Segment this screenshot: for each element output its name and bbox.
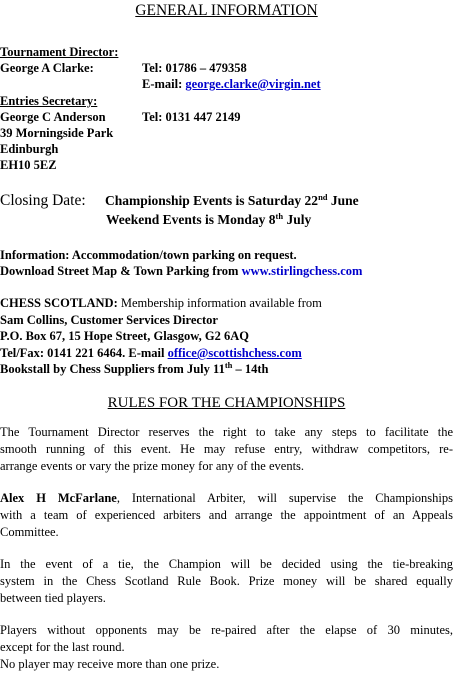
closing-championship [105, 192, 359, 210]
closing-weekend-month: July [283, 212, 312, 227]
arbiter-name: Alex H McFarlane [0, 491, 117, 505]
closing-date-label: Closing Date: [0, 192, 86, 209]
bookstall-sup: th [224, 360, 233, 370]
director-email-label: E-mail: [142, 77, 183, 91]
director-heading: Tournament Director: [0, 45, 119, 59]
closing-championship-text: Championship Events is Saturday 22 [105, 193, 319, 208]
rules-paragraph-2 [0, 490, 453, 541]
page-title: GENERAL INFORMATION [135, 2, 318, 19]
director-email-link[interactable]: george.clarke@virgin.net [185, 77, 321, 91]
information-line: Information: Accommodation/town parking on request. [0, 248, 297, 262]
rules-heading: RULES FOR THE CHAMPIONSHIPS [107, 395, 346, 411]
secretary-postcode: EH10 5EZ [0, 158, 57, 172]
closing-weekend [106, 211, 311, 229]
chess-scotland-line [0, 295, 322, 311]
bookstall-end: – 14th [232, 362, 269, 376]
director-name: George A Clarke: [0, 61, 94, 75]
chess-scotland-tel [0, 345, 302, 361]
rules-p4-line2: except for the last round. [0, 640, 125, 654]
closing-weekend-sup: th [275, 211, 284, 221]
rules-p2-line1 [0, 490, 453, 507]
director-email-row [142, 76, 321, 92]
rules-p2-line1-text: , International Arbiter, will supervise the Championships [116, 491, 453, 505]
bookstall-text: Bookstall by Chess Suppliers from July 11 [0, 362, 225, 376]
rules-p4-line3: No player may receive more than one prize. [0, 657, 220, 671]
rules-p1-line2: smooth running of this event. He may refuse entry, withdraw competitors, re- [0, 442, 453, 456]
rules-p3-line1: In the event of a tie, the Champion will be decided using the tie-breaking [0, 557, 453, 571]
closing-championship-sup: nd [318, 192, 328, 202]
chess-scotland-membership: Membership information available from [117, 296, 322, 310]
chess-scotland-contact: Sam Collins, Customer Services Director [0, 313, 218, 327]
rules-paragraph-1 [0, 424, 453, 475]
download-text: Download Street Map & Town Parking from [0, 264, 242, 278]
rules-p3-line2: system in the Chess Scotland Rule Book. Prize money will be shared equally [0, 574, 453, 588]
closing-championship-month: June [327, 193, 359, 208]
closing-weekend-text: Weekend Events is Monday 8 [106, 212, 276, 227]
download-line [0, 263, 362, 279]
secretary-tel: Tel: 0131 447 2149 [142, 110, 241, 124]
chess-scotland-address: P.O. Box 67, 15 Hope Street, Glasgow, G2 6AQ [0, 329, 249, 343]
rules-p4-line1: Players without opponents may be re-paired after the elapse of 30 minutes, [0, 623, 453, 637]
secretary-heading: Entries Secretary: [0, 94, 98, 108]
rules-paragraph-3 [0, 556, 453, 607]
bookstall-line [0, 361, 269, 377]
stirlingchess-link[interactable]: www.stirlingchess.com [241, 264, 363, 278]
chess-scotland-name: CHESS SCOTLAND: [0, 296, 118, 310]
secretary-address-city: Edinburgh [0, 142, 59, 156]
rules-p2-line2: with a team of experienced arbiters and arrange the appointment of an Appeals [0, 508, 453, 522]
secretary-name: George C Anderson [0, 110, 106, 124]
secretary-address-street: 39 Morningside Park [0, 126, 114, 140]
rules-p2-line3: Committee. [0, 525, 59, 539]
rules-p3-line3: between tied players. [0, 591, 106, 605]
chess-scotland-tel-text: Tel/Fax: 0141 221 6464. E-mail [0, 346, 168, 360]
rules-p1-line3: arrange events or vary the prize money for any of the events. [0, 459, 305, 473]
director-tel: Tel: 01786 – 479358 [142, 61, 247, 75]
rules-paragraph-4 [0, 622, 453, 673]
chess-scotland-email-link[interactable]: office@scottishchess.com [167, 346, 302, 360]
rules-p1-line1: The Tournament Director reserves the right to take any steps to facilitate the [0, 425, 453, 439]
